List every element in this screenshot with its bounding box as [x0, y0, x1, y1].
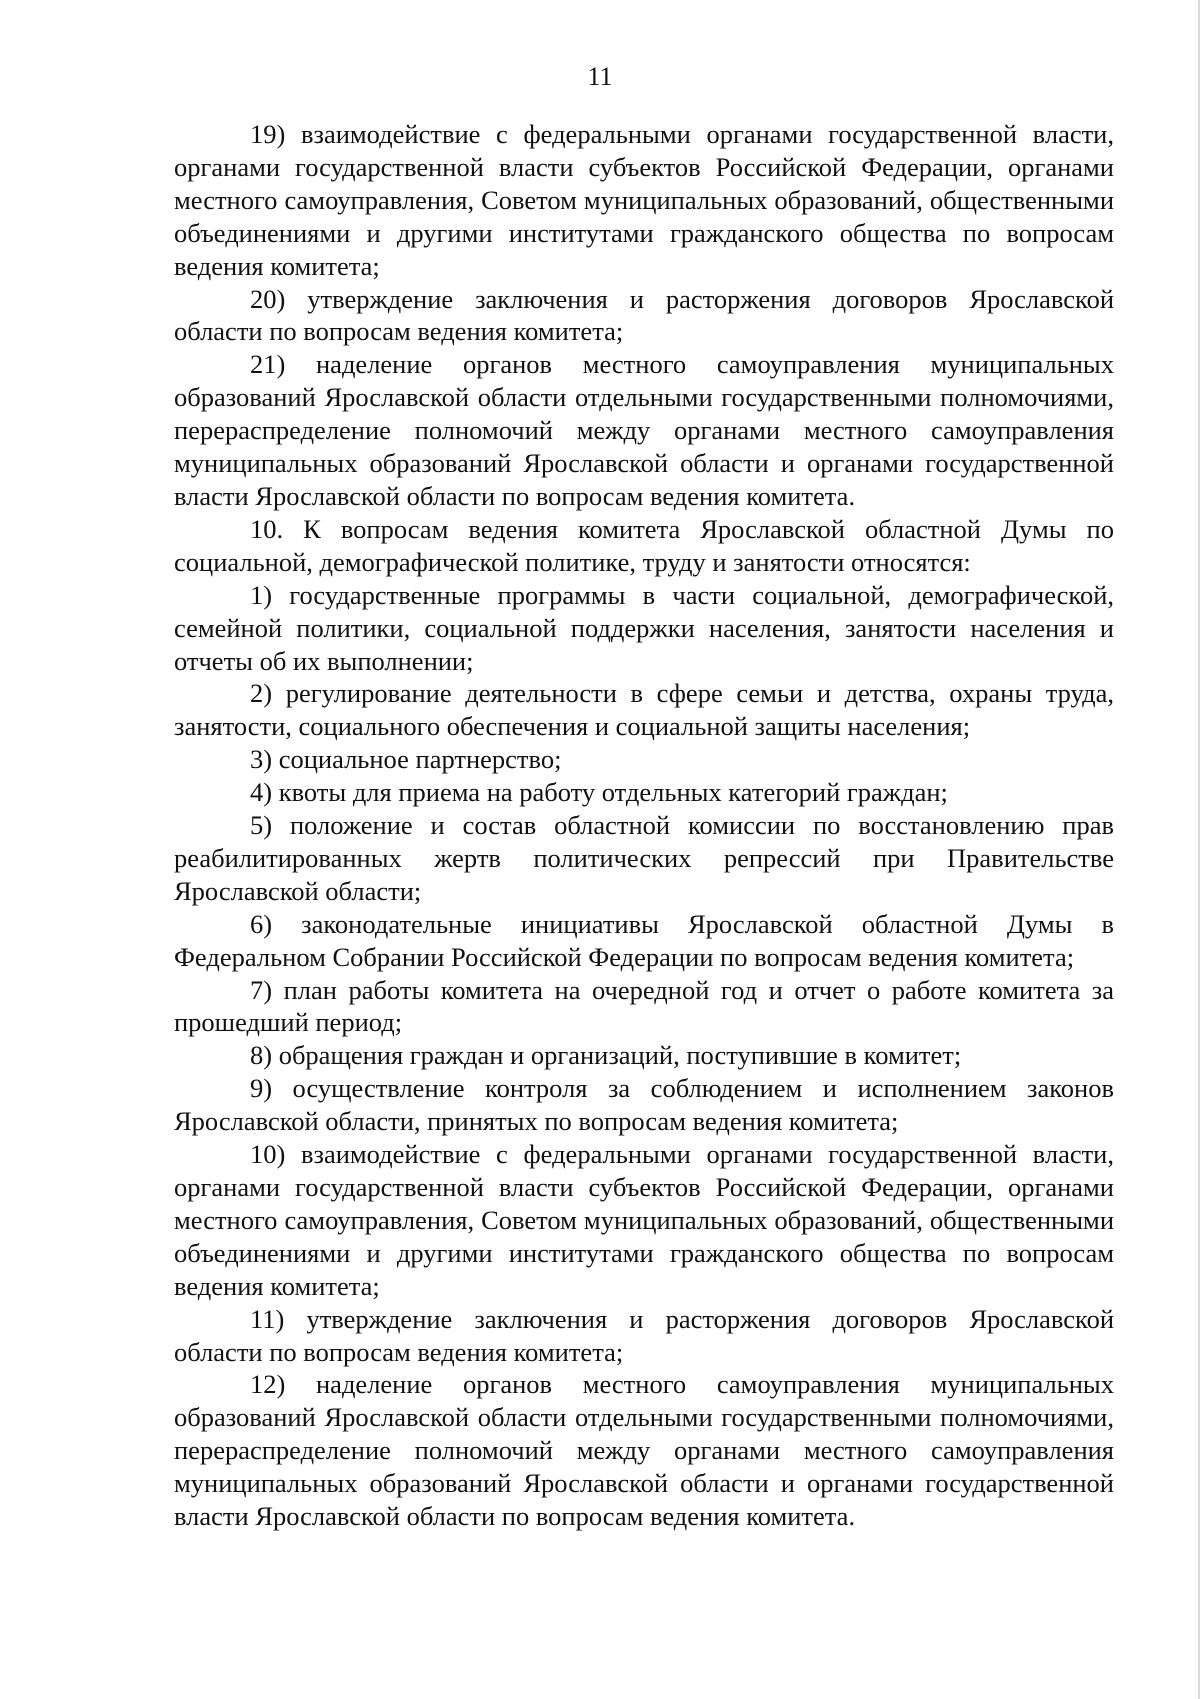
paragraph-item-5: 5) положение и состав областной комиссии по восстановлению прав реабилитированных жертв политических репрессий при Правительстве Ярославской области;: [174, 810, 1114, 906]
paragraph-item-8: 8) обращения граждан и организаций, поступившие в комитет;: [250, 1040, 962, 1071]
page-number: 11: [587, 62, 613, 91]
paragraph-item-3: 3) социальное партнерство;: [250, 744, 562, 775]
paragraph-item-2: 2) регулирование деятельности в сфере семьи и детства, охраны труда, занятости, социального обеспечения и социальной защиты населения;: [174, 678, 1114, 742]
document-body: [174, 118, 1114, 1533]
paragraph-item-12: 12) наделение органов местного самоуправления муниципальных образований Ярославской области отдельными государственными полномочиями, перераспределение полномочий между органами местного самоуправления муниципальных образований Ярославской области и органами государственной власти Ярославской области по вопросам ведения комитета.: [174, 1369, 1114, 1532]
paragraph-item-1: 1) государственные программы в части социальной, демографической, семейной политики, социальной поддержки населения, занятости населения и отчеты об их выполнении;: [174, 579, 1114, 676]
paragraph-item-11: 11) утверждение заключения и расторжения договоров Ярославской области по вопросам ведения комитета;: [174, 1303, 1114, 1367]
paragraph-item-6: 6) законодательные инициативы Ярославской областной Думы в Федеральном Собрании Российской Федерации по вопросам ведения комитета;: [174, 908, 1114, 972]
paragraph-item-21: 21) наделение органов местного самоуправления муниципальных образований Ярославской области отдельными государственными полномочиями, перераспределение полномочий между органами местного самоуправления муниципальных образований Ярославской области и органами государственной власти Ярославской области по вопросам ведения комитета.: [174, 349, 1114, 511]
paragraph-item-7: 7) план работы комитета на очередной год и отчет о работе комитета за прошедший период;: [174, 974, 1114, 1038]
paragraph-item-9: 9) осуществление контроля за соблюдением и исполнением законов Ярославской области, принятых по вопросам ведения комитета;: [174, 1073, 1114, 1137]
paragraph-item-4: 4) квоты для приема на работу отдельных категорий граждан;: [250, 777, 948, 808]
paragraph-item-10: 10) взаимодействие с федеральными органами государственной власти, органами государственной власти субъектов Российской Федерации, органами местного самоуправления, Советом муниципальных образований, общественными объединениями и другими институтами гражданского общества по вопросам ведения комитета;: [174, 1139, 1114, 1301]
section-10-heading: 10. К вопросам ведения комитета Ярославской областной Думы по социальной, демографической политике, труду и занятости относятся:: [174, 513, 1114, 577]
paragraph-item-20: 20) утверждение заключения и расторжения договоров Ярославской области по вопросам ведения комитета;: [174, 283, 1114, 347]
paragraph-item-19: 19) взаимодействие с федеральными органами государственной власти, органами государственной власти субъектов Российской Федерации, органами местного самоуправления, Советом муниципальных образований, общественными объединениями и другими институтами гражданского общества по вопросам ведения комитета;: [174, 119, 1114, 281]
